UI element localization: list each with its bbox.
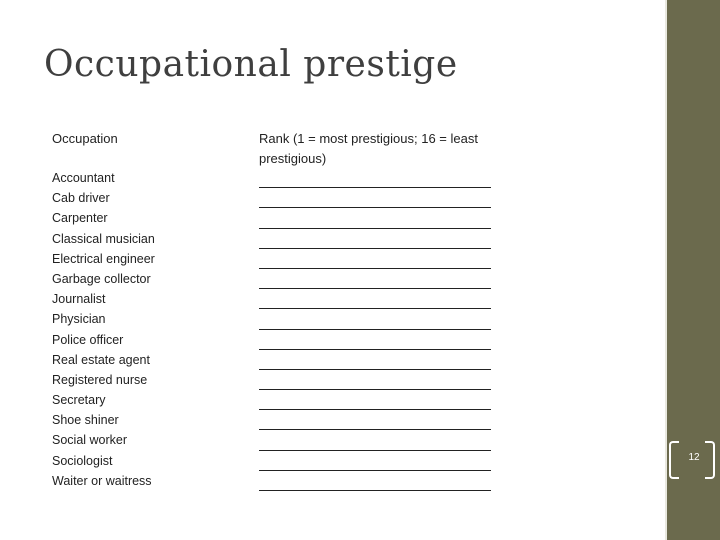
- rank-header: Rank (1 = most prestigious; 16 = least prestigious): [259, 131, 478, 166]
- occupation-item: Electrical engineer: [52, 251, 155, 266]
- rank-blank-line: [259, 410, 491, 430]
- occupation-item: Social worker: [52, 433, 128, 448]
- rank-blank-lines: [259, 168, 491, 491]
- slide-title: Occupational prestige: [44, 44, 458, 85]
- occupation-item: Journalist: [52, 292, 106, 307]
- occupation-item: Accountant: [52, 171, 115, 185]
- occupation-item: Physician: [52, 312, 106, 327]
- rank-blank-line: [259, 168, 491, 188]
- occupation-item: Real estate agent: [52, 352, 150, 367]
- rank-blank-line: [259, 249, 491, 269]
- rank-blank-line: [259, 269, 491, 289]
- occupation-item: Garbage collector: [52, 271, 151, 286]
- rank-blank-line: [259, 471, 491, 491]
- occupation-item: Cab driver: [52, 191, 110, 206]
- rank-blank-line: [259, 289, 491, 309]
- page-number: 12: [688, 452, 700, 463]
- rank-blank-line: [259, 350, 491, 370]
- occupation-item: Secretary: [52, 393, 106, 408]
- occupation-item: Registered nurse: [52, 372, 148, 387]
- rank-blank-line: [259, 330, 491, 350]
- rank-blank-line: [259, 430, 491, 450]
- rank-blank-line: [259, 370, 491, 390]
- rank-blank-line: [259, 208, 491, 228]
- rank-blank-line: [259, 188, 491, 208]
- occupation-item: Waiter or waitress: [52, 473, 152, 488]
- occupation-item: Classical musician: [52, 231, 155, 246]
- left-bracket-icon: [669, 441, 679, 479]
- page-number-badge: [669, 441, 719, 477]
- sidebar-divider: [665, 0, 667, 540]
- rank-blank-line: [259, 451, 491, 471]
- occupation-header: Occupation: [52, 131, 118, 146]
- rank-blank-line: [259, 229, 491, 249]
- occupation-item: Carpenter: [52, 211, 108, 226]
- occupation-item: Shoe shiner: [52, 413, 119, 428]
- right-bracket-icon: [705, 441, 715, 479]
- rank-blank-line: [259, 309, 491, 329]
- occupation-item: Police officer: [52, 332, 124, 347]
- occupation-list: [52, 168, 155, 491]
- occupation-item: Sociologist: [52, 453, 113, 468]
- rank-blank-line: [259, 390, 491, 410]
